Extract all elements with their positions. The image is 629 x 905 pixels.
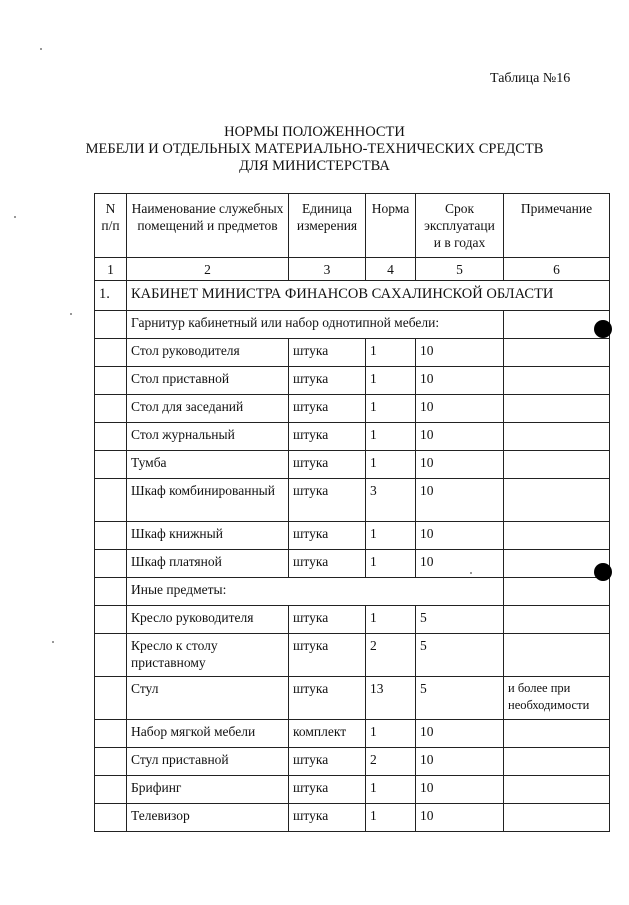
title-line-1: НОРМЫ ПОЛОЖЕННОСТИ bbox=[224, 124, 405, 140]
norms-table bbox=[94, 193, 610, 832]
group-row bbox=[95, 578, 610, 606]
item-term: 10 bbox=[416, 339, 504, 367]
item-unit: штука bbox=[289, 748, 366, 776]
item-note bbox=[504, 395, 610, 423]
document-title bbox=[0, 124, 629, 175]
column-number-row bbox=[95, 258, 610, 281]
item-norm: 1 bbox=[366, 423, 416, 451]
item-unit: штука bbox=[289, 451, 366, 479]
row-num-cell bbox=[95, 451, 127, 479]
table-row bbox=[95, 606, 610, 634]
item-name: Набор мягкой мебели bbox=[127, 720, 289, 748]
item-norm: 1 bbox=[366, 720, 416, 748]
item-norm: 1 bbox=[366, 776, 416, 804]
table-row bbox=[95, 423, 610, 451]
item-term: 10 bbox=[416, 395, 504, 423]
col-header-num: N п/п bbox=[95, 194, 127, 258]
item-unit: штука bbox=[289, 804, 366, 832]
row-num-cell bbox=[95, 339, 127, 367]
table-row bbox=[95, 748, 610, 776]
section-row bbox=[95, 281, 610, 311]
item-norm: 2 bbox=[366, 748, 416, 776]
item-name: Стол для заседаний bbox=[127, 395, 289, 423]
column-number: 1 bbox=[95, 258, 127, 281]
row-num-cell bbox=[95, 748, 127, 776]
table-row bbox=[95, 804, 610, 832]
row-num-cell bbox=[95, 804, 127, 832]
row-num-cell bbox=[95, 522, 127, 550]
item-term: 10 bbox=[416, 804, 504, 832]
item-norm: 1 bbox=[366, 804, 416, 832]
table-row bbox=[95, 451, 610, 479]
scan-speck bbox=[470, 572, 472, 574]
row-num-cell bbox=[95, 479, 127, 522]
item-term: 10 bbox=[416, 479, 504, 522]
empty-cell bbox=[95, 311, 127, 339]
column-number: 4 bbox=[366, 258, 416, 281]
item-name: Стул bbox=[127, 677, 289, 720]
table-row bbox=[95, 395, 610, 423]
title-line-2: МЕБЕЛИ И ОТДЕЛЬНЫХ МАТЕРИАЛЬНО-ТЕХНИЧЕСКИХ СРЕДСТВ bbox=[85, 141, 544, 157]
item-note bbox=[504, 804, 610, 832]
item-unit: штука bbox=[289, 367, 366, 395]
item-term: 5 bbox=[416, 634, 504, 677]
item-unit: штука bbox=[289, 479, 366, 522]
empty-cell bbox=[504, 578, 610, 606]
table-label: Таблица №16 bbox=[490, 71, 571, 86]
group-title: Гарнитур кабинетный или набор однотипной мебели: bbox=[127, 311, 504, 339]
col-header-term: Срок эксплуатаци и в годах bbox=[416, 194, 504, 258]
item-name: Шкаф платяной bbox=[127, 550, 289, 578]
item-norm: 1 bbox=[366, 451, 416, 479]
column-number: 5 bbox=[416, 258, 504, 281]
item-norm: 13 bbox=[366, 677, 416, 720]
table-row bbox=[95, 522, 610, 550]
row-num-cell bbox=[95, 776, 127, 804]
item-name: Брифинг bbox=[127, 776, 289, 804]
item-term: 10 bbox=[416, 776, 504, 804]
table-row bbox=[95, 776, 610, 804]
item-term: 10 bbox=[416, 423, 504, 451]
table-row bbox=[95, 720, 610, 748]
row-num-cell bbox=[95, 606, 127, 634]
item-note: и более при необходимости bbox=[504, 677, 610, 720]
scan-speck bbox=[70, 313, 72, 315]
table-row bbox=[95, 634, 610, 677]
table-row bbox=[95, 550, 610, 578]
item-name: Шкаф комбинированный bbox=[127, 479, 289, 522]
item-name: Телевизор bbox=[127, 804, 289, 832]
scan-speck bbox=[14, 216, 16, 218]
item-norm: 1 bbox=[366, 550, 416, 578]
item-term: 5 bbox=[416, 677, 504, 720]
title-line-3: ДЛЯ МИНИСТЕРСТВА bbox=[239, 158, 390, 174]
item-term: 10 bbox=[416, 720, 504, 748]
item-note bbox=[504, 776, 610, 804]
column-number: 3 bbox=[289, 258, 366, 281]
binder-hole-mark bbox=[594, 563, 612, 581]
item-unit: штука bbox=[289, 423, 366, 451]
item-name: Стул приставной bbox=[127, 748, 289, 776]
binder-hole-mark bbox=[594, 320, 612, 338]
item-note bbox=[504, 423, 610, 451]
item-note bbox=[504, 606, 610, 634]
item-norm: 2 bbox=[366, 634, 416, 677]
row-num-cell bbox=[95, 395, 127, 423]
item-unit: комплект bbox=[289, 720, 366, 748]
item-unit: штука bbox=[289, 606, 366, 634]
item-unit: штука bbox=[289, 522, 366, 550]
item-norm: 1 bbox=[366, 522, 416, 550]
item-name: Стол руководителя bbox=[127, 339, 289, 367]
group-row bbox=[95, 311, 610, 339]
item-note bbox=[504, 339, 610, 367]
column-number: 2 bbox=[127, 258, 289, 281]
row-num-cell bbox=[95, 720, 127, 748]
table-row bbox=[95, 677, 610, 720]
group-title: Иные предметы: bbox=[127, 578, 504, 606]
item-unit: штука bbox=[289, 677, 366, 720]
item-term: 10 bbox=[416, 522, 504, 550]
item-unit: штука bbox=[289, 776, 366, 804]
item-norm: 1 bbox=[366, 395, 416, 423]
scan-speck bbox=[40, 48, 42, 50]
item-name: Тумба bbox=[127, 451, 289, 479]
empty-cell bbox=[95, 578, 127, 606]
item-term: 10 bbox=[416, 367, 504, 395]
empty-cell bbox=[504, 311, 610, 339]
item-note bbox=[504, 748, 610, 776]
item-norm: 1 bbox=[366, 339, 416, 367]
item-norm: 1 bbox=[366, 367, 416, 395]
table-row bbox=[95, 339, 610, 367]
scan-speck bbox=[52, 641, 54, 643]
col-header-norm: Норма bbox=[366, 194, 416, 258]
column-number: 6 bbox=[504, 258, 610, 281]
item-norm: 1 bbox=[366, 606, 416, 634]
item-term: 10 bbox=[416, 451, 504, 479]
item-norm: 3 bbox=[366, 479, 416, 522]
row-num-cell bbox=[95, 550, 127, 578]
col-header-unit: Единица измерения bbox=[289, 194, 366, 258]
row-num-cell bbox=[95, 634, 127, 677]
table-row bbox=[95, 367, 610, 395]
col-header-note: Примечание bbox=[504, 194, 610, 258]
item-term: 10 bbox=[416, 550, 504, 578]
item-name: Стол приставной bbox=[127, 367, 289, 395]
item-term: 5 bbox=[416, 606, 504, 634]
item-note bbox=[504, 634, 610, 677]
item-note bbox=[504, 367, 610, 395]
section-title: КАБИНЕТ МИНИСТРА ФИНАНСОВ САХАЛИНСКОЙ ОБЛАСТИ bbox=[127, 281, 610, 311]
item-term: 10 bbox=[416, 748, 504, 776]
item-name: Кресло к столу приставному bbox=[127, 634, 289, 677]
row-num-cell bbox=[95, 367, 127, 395]
item-name: Шкаф книжный bbox=[127, 522, 289, 550]
header-row bbox=[95, 194, 610, 258]
col-header-name: Наименование служебных помещений и предметов bbox=[127, 194, 289, 258]
section-number: 1. bbox=[95, 281, 127, 311]
item-name: Стол журнальный bbox=[127, 423, 289, 451]
item-note bbox=[504, 522, 610, 550]
table-row bbox=[95, 479, 610, 522]
row-num-cell bbox=[95, 423, 127, 451]
item-unit: штука bbox=[289, 339, 366, 367]
item-unit: штука bbox=[289, 634, 366, 677]
row-num-cell bbox=[95, 677, 127, 720]
item-name: Кресло руководителя bbox=[127, 606, 289, 634]
item-note bbox=[504, 451, 610, 479]
item-note bbox=[504, 479, 610, 522]
item-unit: штука bbox=[289, 550, 366, 578]
item-note bbox=[504, 720, 610, 748]
item-unit: штука bbox=[289, 395, 366, 423]
